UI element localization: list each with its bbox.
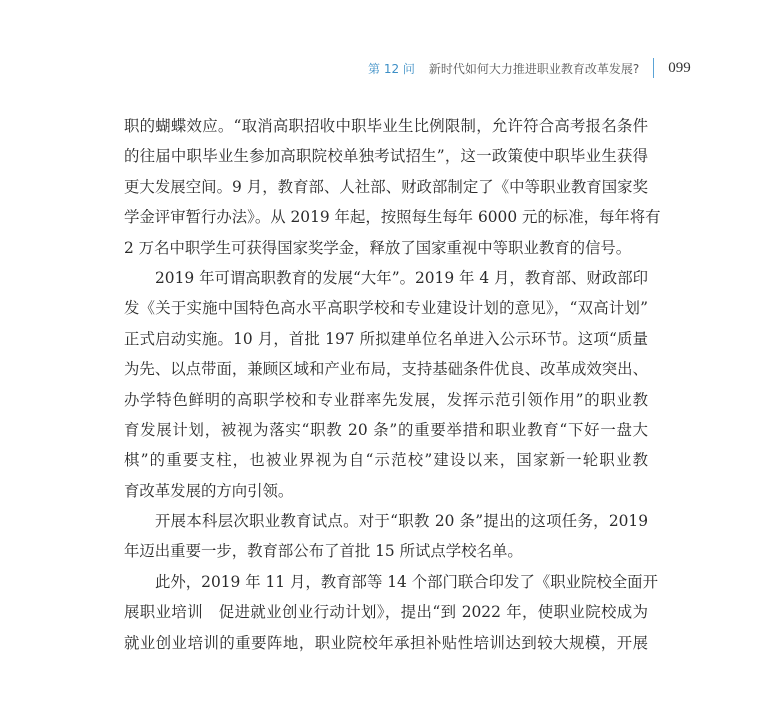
text-line: 年迈出重要一步，教育部公布了首批 15 所试点学校名单。 (124, 542, 523, 561)
text-line: 2019 年可谓高职教育的发展“大年”。2019 年 4 月，教育部、财政部印 (155, 268, 648, 287)
text-line: 更大发展空间。9 月，教育部、人社部、财政部制定了《中等职业教育国家奖 (124, 177, 648, 196)
text-line: 此外，2019 年 11 月，教育部等 14 个部门联合印发了《职业院校全面开 (155, 572, 658, 591)
text-line: 育发展计划，被视为落实“职教 20 条”的重要举措和职业教育“下好一盘大 (124, 420, 648, 439)
chapter-label: 第 12 问 (368, 61, 415, 76)
text-line: 为先、以点带面，兼顾区域和产业布局，支持基础条件优良、改革成效突出、 (124, 360, 648, 379)
text-line: 2 万名中职学生可获得国家奖学金，释放了国家重视中等职业教育的信号。 (124, 238, 632, 257)
text-line: 展职业培训 促进就业创业行动计划》，提出“到 2022 年，使职业院校成为 (124, 603, 648, 622)
text-line: 职的蝴蝶效应。“取消高职招收中职毕业生比例限制，允许符合高考报名条件 (124, 117, 648, 135)
text-line: 的往届中职毕业生参加高职院校单独考试招生”，这一政策使中职毕业生获得 (124, 147, 648, 166)
paragraph-1 (124, 111, 661, 263)
text-line: 发《关于实施中国特色高水平高职学校和专业建设计划的意见》，“双高计划” (124, 299, 648, 318)
text-line: 开展本科层次职业教育试点。对于“职教 20 条”提出的这项任务，2019 (155, 512, 648, 531)
text-line: 正式启动实施。10 月，首批 197 所拟建单位名单进入公示环节。这项“质量 (124, 329, 648, 348)
header-divider (653, 58, 654, 78)
paragraph-3 (124, 506, 648, 567)
running-header (368, 58, 691, 78)
text-line: 办学特色鲜明的高职学校和专业群率先发展，发挥示范引领作用”的职业教 (124, 390, 648, 409)
text-line: 就业创业培训的重要阵地，职业院校年承担补贴性培训达到较大规模，开展 (124, 633, 648, 652)
body-text (124, 111, 661, 658)
text-line: 棋”的重要支柱，也被业界视为自“示范校”建设以来，国家新一轮职业教 (124, 451, 648, 470)
text-line: 学金评审暂行办法》。从 2019 年起，按照每生每年 6000 元的标准，每年将有 (124, 208, 661, 227)
paragraph-2 (124, 263, 648, 506)
page-number: 099 (668, 59, 691, 76)
paragraph-4 (124, 567, 658, 658)
chapter-title: 新时代如何大力推进职业教育改革发展? (428, 61, 640, 76)
text-line: 育改革发展的方向引领。 (124, 481, 294, 500)
